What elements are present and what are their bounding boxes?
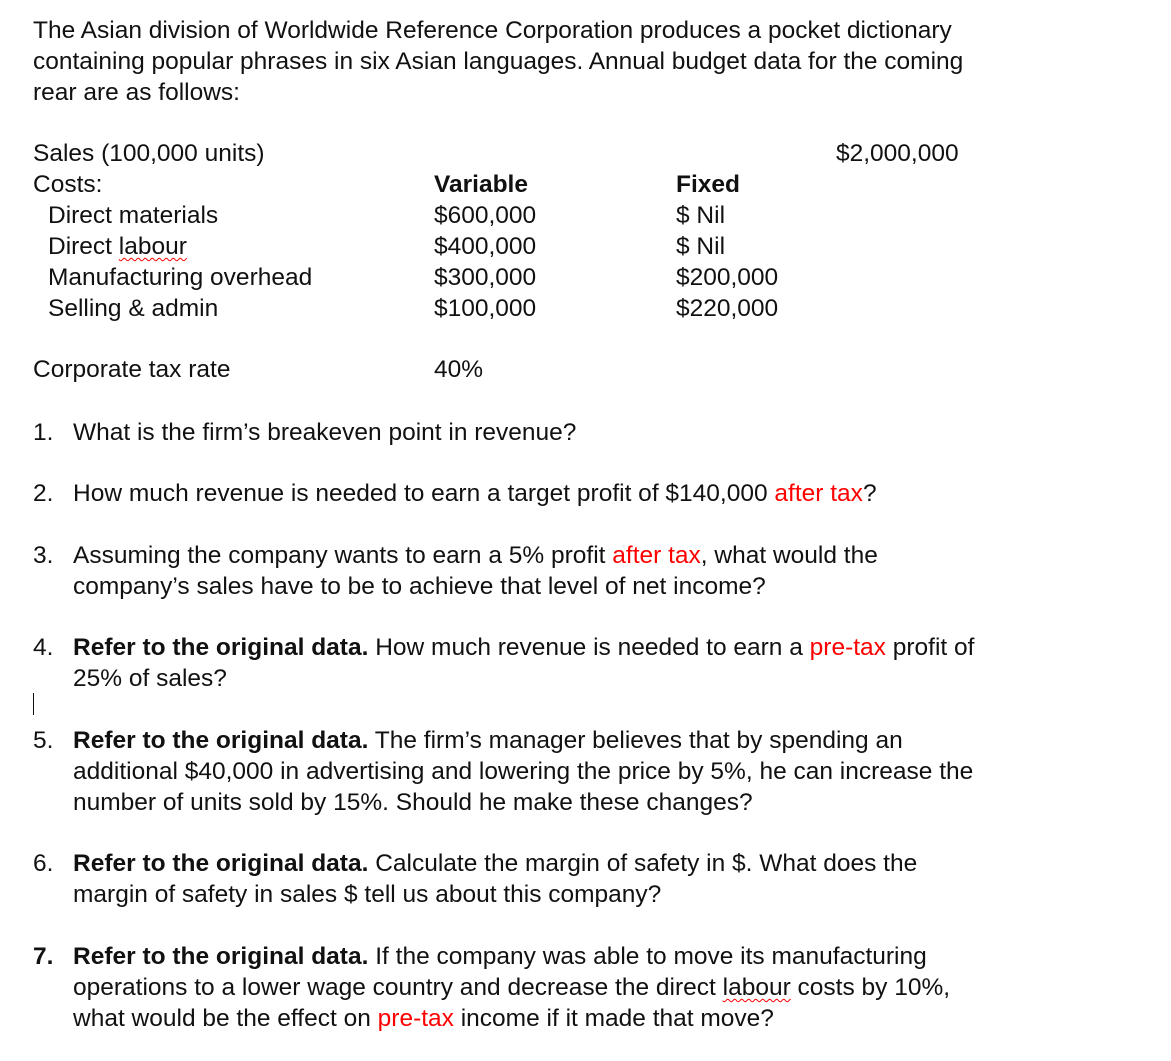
question-number: 5. xyxy=(33,727,54,754)
text-cursor xyxy=(33,693,34,715)
sales-value: $2,000,000 xyxy=(836,140,959,167)
question-3-pre: Assuming the company wants to earn a 5% profit xyxy=(73,542,613,569)
tax-value: 40% xyxy=(434,356,484,383)
question-3-post: , what would the xyxy=(700,542,878,569)
cost-row-fixed: $200,000 xyxy=(676,264,779,291)
question-7-line-2 xyxy=(73,972,950,1003)
question-2-post: ? xyxy=(862,480,877,507)
question-3-line-1 xyxy=(73,540,878,571)
refer-original-data: Refer to the original data. xyxy=(73,943,369,970)
question-5-line-2: additional $40,000 in advertising and lowering the price by 5%, he can increase the xyxy=(73,758,974,785)
question-7-highlight: pre-tax xyxy=(377,1005,454,1032)
question-5-text: The firm’s manager believes that by spending an xyxy=(368,727,903,754)
question-1-text: What is the firm’s breakeven point in revenue? xyxy=(73,419,577,446)
sales-label: Sales (100,000 units) xyxy=(33,140,265,167)
question-number: 6. xyxy=(33,850,54,877)
fixed-header: Fixed xyxy=(676,171,740,198)
refer-original-data: Refer to the original data. xyxy=(73,634,369,661)
question-number: 7. xyxy=(33,943,54,970)
spellcheck-word: labour xyxy=(722,974,791,1001)
cost-row-label: Manufacturing overhead xyxy=(48,264,313,291)
question-4-highlight: pre-tax xyxy=(809,634,886,661)
question-6-line-1 xyxy=(73,848,917,879)
cost-row-fixed: $ Nil xyxy=(676,202,726,229)
question-5-line-1 xyxy=(73,725,903,756)
variable-header: Variable xyxy=(434,171,528,198)
intro-line-1: The Asian division of Worldwide Reference Corporation produces a pocket dictionary xyxy=(33,17,952,44)
question-7-line-1 xyxy=(73,941,927,972)
cost-row-fixed: $220,000 xyxy=(676,295,779,322)
question-number: 2. xyxy=(33,480,54,507)
question-number: 1. xyxy=(33,419,54,446)
question-7-line-2-post: costs by 10%, xyxy=(790,974,951,1001)
question-2-pre: How much revenue is needed to earn a target profit of $140,000 xyxy=(73,480,775,507)
question-7-line-3-pre: what would be the effect on xyxy=(73,1005,378,1032)
question-7-line-2-pre: operations to a lower wage country and decrease the direct xyxy=(73,974,723,1001)
refer-original-data: Refer to the original data. xyxy=(73,727,369,754)
question-number: 3. xyxy=(33,542,54,569)
tax-label: Corporate tax rate xyxy=(33,356,231,383)
spellcheck-word: labour xyxy=(118,233,187,260)
cost-row-variable: $400,000 xyxy=(434,233,537,260)
question-7-line-3 xyxy=(73,1003,774,1034)
question-7-text: If the company was able to move its manufacturing xyxy=(368,943,927,970)
question-4-post: profit of xyxy=(885,634,975,661)
costs-label: Costs: xyxy=(33,171,103,198)
cost-row-label: Direct materials xyxy=(48,202,219,229)
cost-row-label: Selling & admin xyxy=(48,295,219,322)
refer-original-data: Refer to the original data. xyxy=(73,850,369,877)
intro-line-3: rear are as follows: xyxy=(33,79,240,106)
cost-row-label-text: Direct xyxy=(48,233,119,260)
cost-row-label xyxy=(48,231,187,262)
question-3-line-2: company’s sales have to be to achieve that level of net income? xyxy=(73,573,766,600)
cost-row-variable: $300,000 xyxy=(434,264,537,291)
question-4-pre: How much revenue is needed to earn a xyxy=(368,634,810,661)
question-2-highlight: after tax xyxy=(774,480,863,507)
question-5-line-3: number of units sold by 15%. Should he make these changes? xyxy=(73,789,753,816)
question-6-line-2: margin of safety in sales $ tell us about this company? xyxy=(73,881,662,908)
question-2-text xyxy=(73,478,877,509)
question-7-line-3-post: income if it made that move? xyxy=(453,1005,774,1032)
cost-row-variable: $100,000 xyxy=(434,295,537,322)
intro-line-2: containing popular phrases in six Asian languages. Annual budget data for the coming xyxy=(33,48,964,75)
question-4-line-1 xyxy=(73,632,974,663)
cost-row-fixed: $ Nil xyxy=(676,233,726,260)
question-4-line-2: 25% of sales? xyxy=(73,665,227,692)
question-6-text: Calculate the margin of safety in $. What does the xyxy=(368,850,918,877)
question-number: 4. xyxy=(33,634,54,661)
cost-row-variable: $600,000 xyxy=(434,202,537,229)
question-3-highlight: after tax xyxy=(612,542,701,569)
